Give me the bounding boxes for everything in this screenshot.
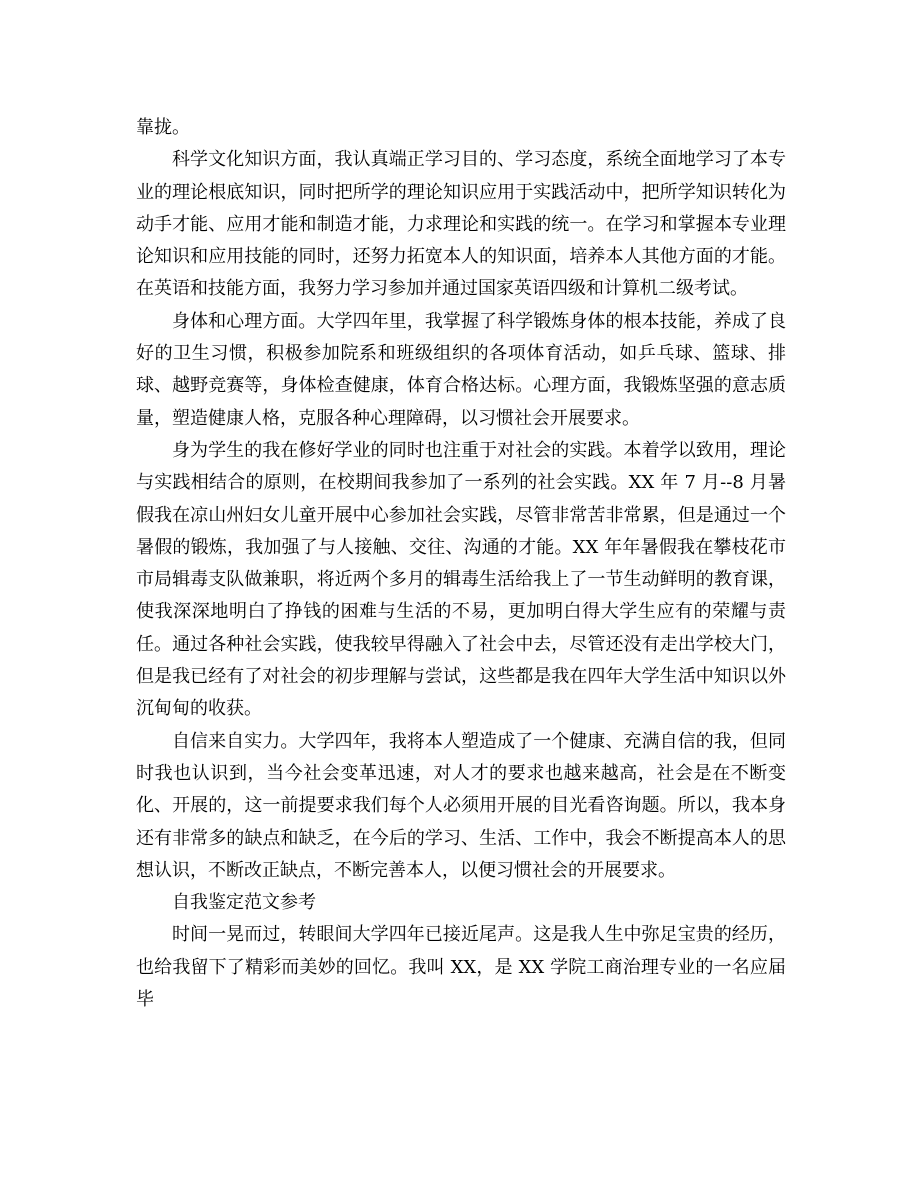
paragraph-continuation: 靠拢。 <box>136 117 190 138</box>
paragraph-confidence: 自信来自实力。大学四年，我将本人塑造成了一个健康、充满自信的我，但同时我也认识到，当今社会变革迅速，对人才的要求也越来越高，社会是在不断变化、开展的，这一前提要求我们每个人必须用开展的目光看咨询题。所以，我本身还有非常多的缺点和缺乏，在今后的学习、生活、工作中，我会不断提高本人的思想认识，不断改正缺点，不断完善本人，以便习惯社会的开展要求。 <box>136 730 786 881</box>
paragraph-knowledge: 科学文化知识方面，我认真端正学习目的、学习态度，系统全面地学习了本专业的理论根底知识，同时把所学的理论知识应用于实践活动中，把所学知识转化为动手才能、应用才能和制造才能，力求理论和实践的统一。在学习和掌握本专业理论知识和应用技能的同时，还努力拓宽本人的知识面，培养本人其他方面的才能。在英语和技能方面，我努力学习参加并通过国家英语四级和计算机二级考试。 <box>136 149 786 300</box>
document-body <box>136 112 786 1016</box>
section-heading: 自我鉴定范文参考 <box>172 892 316 914</box>
paragraph-social-practice: 身为学生的我在修好学业的同时也注重于对社会的实践。本着学以致用，理论与实践相结合的原则，在校期间我参加了一系列的社会实践。XX 年 7 月--8 月暑假我在凉山州妇女儿童开展中心参加社会实践，尽管非常苦非常累，但是通过一个暑假的锻炼，我加强了与人接触、交往、沟通的才能。XX 年年暑假我在攀枝花市市局辑毒支队做兼职，将近两个多月的辑毒生活给我上了一节生动鲜明的教育课，使我深深地明白了挣钱的困难与生活的不易，更加明白得大学生应有的荣耀与责任。通过各种社会实践，使我较早得融入了社会中去，尽管还没有走出学校大门，但是我已经有了对社会的初步理解与尝试，这些都是我在四年大学生活中知识以外沉甸甸的收获。 <box>136 439 786 720</box>
paragraph-introduction: 时间一晃而过，转眼间大学四年已接近尾声。这是我人生中弥足宝贵的经历，也给我留下了精彩而美妙的回忆。我叫 XX，是 XX 学院工商治理专业的一名应届毕 <box>136 924 786 1011</box>
paragraph-body-and-mind: 身体和心理方面。大学四年里，我掌握了科学锻炼身体的根本技能，养成了良好的卫生习惯，积极参加院系和班级组织的各项体育活动，如乒乓球、篮球、排球、越野竞赛等，身体检查健康，体育合格达标。心理方面，我锻炼坚强的意志质量，塑造健康人格，克服各种心理障碍，以习惯社会开展要求。 <box>136 310 786 429</box>
